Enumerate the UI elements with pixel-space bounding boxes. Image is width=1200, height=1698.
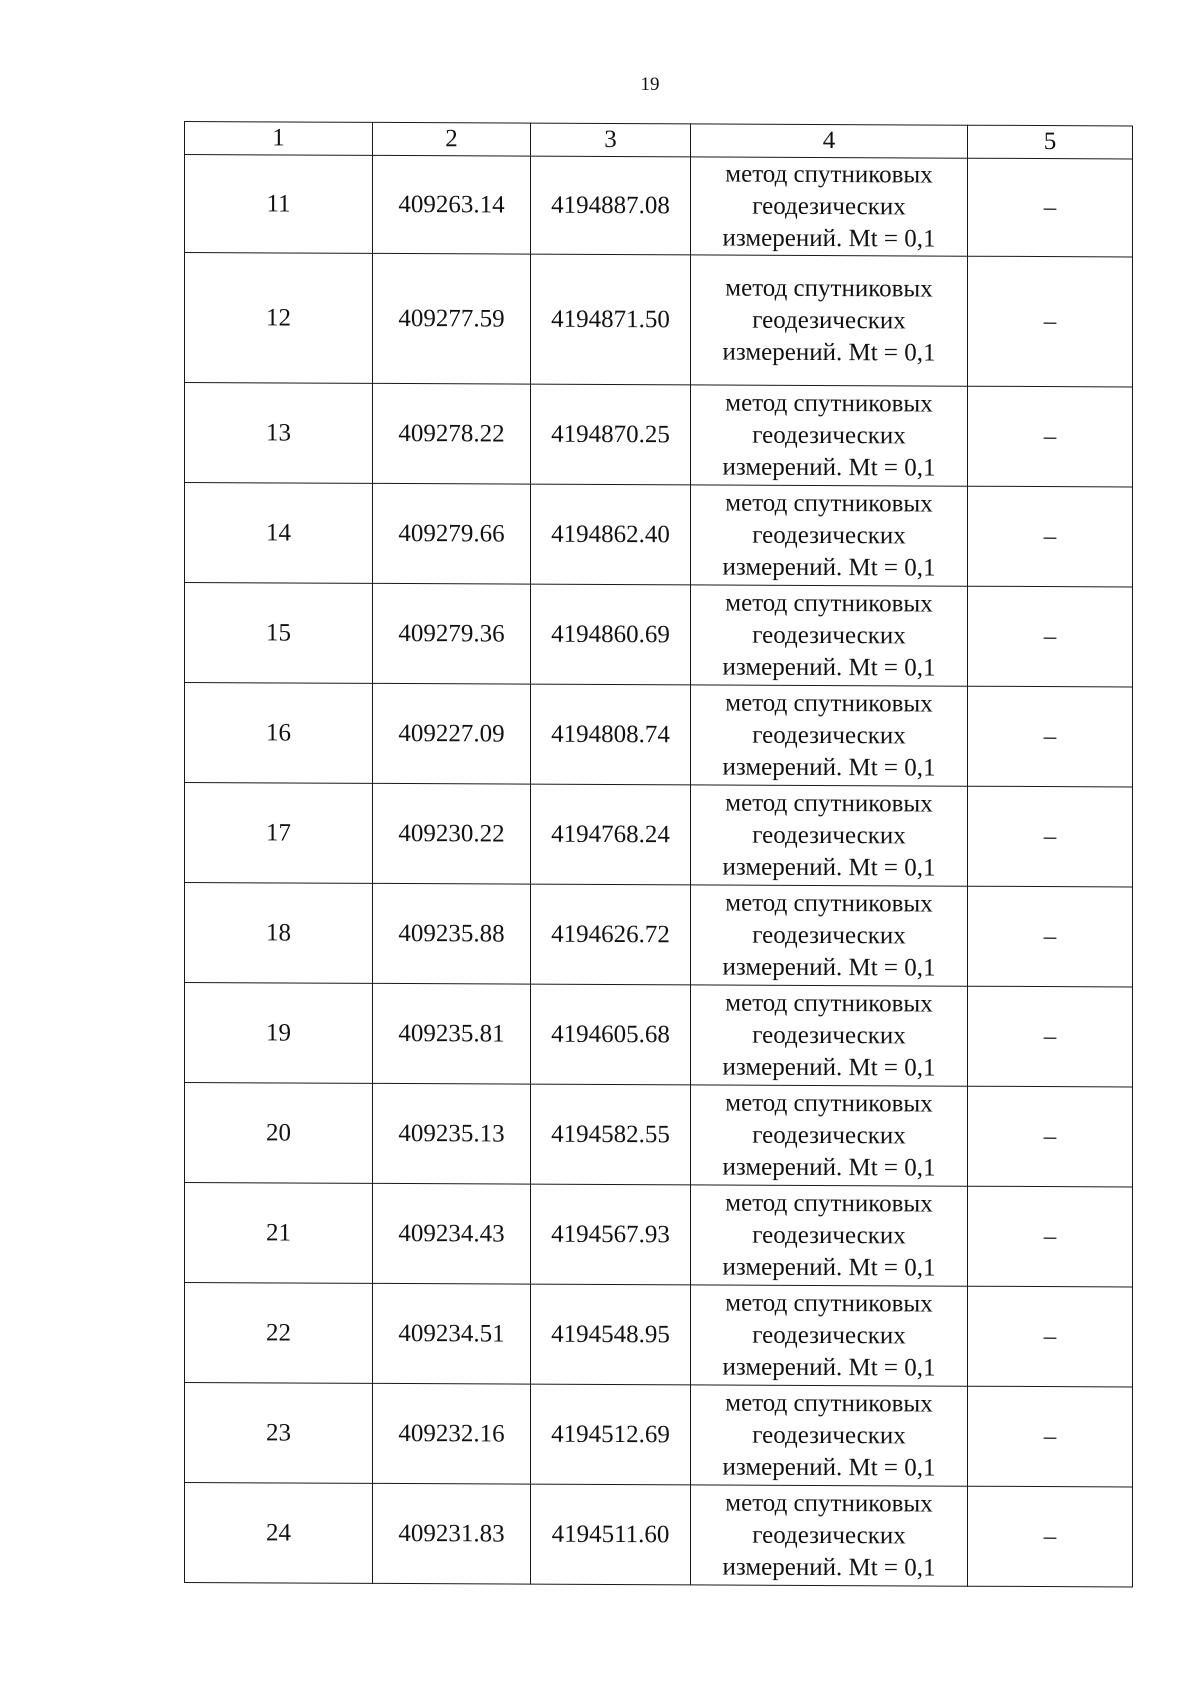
coord-x: 409278.22 — [373, 383, 531, 484]
coord-x: 409230.22 — [373, 783, 531, 884]
coord-y: 4194512.69 — [531, 1384, 691, 1485]
note: – — [968, 886, 1133, 987]
point-number: 11 — [185, 155, 373, 254]
note: – — [968, 1386, 1133, 1487]
method: метод спутниковых геодезических измерений. Mt = 0,1 — [691, 885, 968, 986]
coord-x: 409235.88 — [373, 883, 531, 984]
header-col-2: 2 — [373, 122, 531, 156]
coord-y: 4194870.25 — [531, 384, 691, 485]
method: метод спутниковых геодезических измерений. Mt = 0,1 — [691, 1285, 968, 1386]
point-number: 18 — [185, 883, 373, 984]
coord-y: 4194768.24 — [531, 784, 691, 885]
table-row — [185, 1383, 1133, 1487]
table-row — [185, 253, 1133, 387]
coord-x: 409227.09 — [373, 683, 531, 784]
point-number: 14 — [185, 483, 373, 584]
note: – — [968, 586, 1133, 687]
coord-x: 409277.59 — [373, 253, 531, 384]
header-col-5: 5 — [968, 125, 1133, 159]
table-row — [185, 883, 1133, 987]
coord-x: 409234.43 — [373, 1183, 531, 1284]
coord-y: 4194548.95 — [531, 1284, 691, 1385]
coord-y: 4194887.08 — [531, 156, 691, 255]
table-row — [185, 783, 1133, 887]
method: метод спутниковых геодезических измерений. Mt = 0,1 — [691, 1085, 968, 1186]
note: – — [968, 986, 1133, 1087]
method: метод спутниковых геодезических измерений. Mt = 0,1 — [691, 1485, 968, 1586]
coord-y: 4194862.40 — [531, 484, 691, 585]
coord-y: 4194582.55 — [531, 1084, 691, 1185]
point-number: 17 — [185, 783, 373, 884]
table-row — [185, 583, 1133, 687]
method: метод спутниковых геодезических измерений. Mt = 0,1 — [691, 485, 968, 586]
header-row — [185, 122, 1133, 159]
coord-x: 409234.51 — [373, 1283, 531, 1384]
method: метод спутниковых геодезических измерений. Mt = 0,1 — [691, 985, 968, 1086]
note: – — [968, 686, 1133, 787]
table-row — [185, 983, 1133, 1087]
table-row — [185, 1483, 1133, 1587]
coord-x: 409231.83 — [373, 1483, 531, 1584]
coord-y: 4194605.68 — [531, 984, 691, 1085]
coord-y: 4194626.72 — [531, 884, 691, 985]
coord-y: 4194511.60 — [531, 1484, 691, 1585]
header-col-4: 4 — [691, 124, 968, 158]
coord-y: 4194860.69 — [531, 584, 691, 685]
point-number: 19 — [185, 983, 373, 1084]
table-header — [185, 122, 1133, 159]
note: – — [968, 158, 1133, 257]
table-row — [185, 483, 1133, 587]
coord-y: 4194871.50 — [531, 254, 691, 385]
table-row — [185, 683, 1133, 787]
coord-x: 409263.14 — [373, 155, 531, 254]
note: – — [968, 786, 1133, 887]
method: метод спутниковых геодезических измерений. Mt = 0,1 — [691, 585, 968, 686]
note: – — [968, 256, 1133, 387]
point-number: 24 — [185, 1483, 373, 1584]
table-row — [185, 155, 1133, 257]
table-row — [185, 383, 1133, 487]
point-number: 21 — [185, 1183, 373, 1284]
note: – — [968, 1486, 1133, 1587]
coordinates-table — [184, 121, 1133, 1587]
point-number: 13 — [185, 383, 373, 484]
table-row — [185, 1183, 1133, 1287]
note: – — [968, 386, 1133, 487]
method: метод спутниковых геодезических измерений. Mt = 0,1 — [691, 685, 968, 786]
coord-x: 409279.66 — [373, 483, 531, 584]
method: метод спутниковых геодезических измерений. Mt = 0,1 — [691, 1185, 968, 1286]
note: – — [968, 486, 1133, 587]
method: метод спутниковых геодезических измерений. Mt = 0,1 — [691, 385, 968, 486]
coord-y: 4194808.74 — [531, 684, 691, 785]
page-number: 19 — [640, 74, 660, 95]
header-col-3: 3 — [531, 123, 691, 157]
point-number: 16 — [185, 683, 373, 784]
point-number: 22 — [185, 1283, 373, 1384]
point-number: 23 — [185, 1383, 373, 1484]
table-body — [185, 155, 1133, 1587]
method: метод спутниковых геодезических измерений. Mt = 0,1 — [691, 1385, 968, 1486]
header-col-1: 1 — [185, 122, 373, 156]
coord-y: 4194567.93 — [531, 1184, 691, 1285]
coord-x: 409235.13 — [373, 1083, 531, 1184]
coord-x: 409279.36 — [373, 583, 531, 684]
table-row — [185, 1083, 1133, 1187]
point-number: 20 — [185, 1083, 373, 1184]
note: – — [968, 1186, 1133, 1287]
method: метод спутниковых геодезических измерений. Mt = 0,1 — [691, 157, 968, 256]
coord-x: 409232.16 — [373, 1383, 531, 1484]
point-number: 12 — [185, 253, 373, 384]
point-number: 15 — [185, 583, 373, 684]
method: метод спутниковых геодезических измерений. Mt = 0,1 — [691, 785, 968, 886]
table-row — [185, 1283, 1133, 1387]
note: – — [968, 1286, 1133, 1387]
note: – — [968, 1086, 1133, 1187]
coord-x: 409235.81 — [373, 983, 531, 1084]
method: метод спутниковых геодезических измерений. Mt = 0,1 — [691, 255, 968, 386]
